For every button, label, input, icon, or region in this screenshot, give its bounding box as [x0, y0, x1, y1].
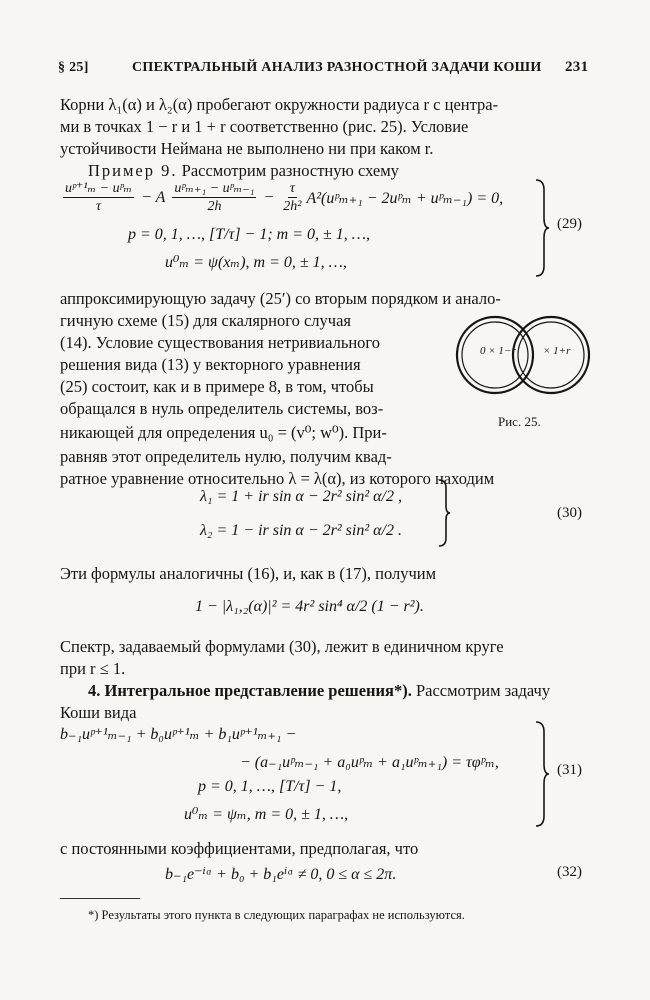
- text-line: решения вида (13) у векторного уравнения: [60, 355, 361, 374]
- fraction: $\frac{\text{uᵖₘ₊₁ − uᵖₘ₋₁}}{2h}$: [174, 181, 255, 214]
- equation-30-line-2: λ₂ = 1 − ir sin α − 2r² sin² α/2 .: [200, 522, 402, 539]
- text-line: никающей для определения u₀ = (v⁰; w⁰). При-: [60, 423, 387, 442]
- page-number: 231: [565, 59, 589, 75]
- text-line: устойчивости Неймана не выполнено ни при каком r.: [60, 139, 434, 158]
- equation-modulus: 1 − |λ₁,₂(α)|² = 4r² sin⁴ α/2 (1 − r²).: [195, 598, 424, 615]
- section-marker: § 25]: [58, 60, 89, 75]
- equation-31-line-2: − (a₋₁uᵖₘ₋₁ + a₀uᵖₘ + a₁uᵖₘ₊₁) = τφᵖₘ,: [240, 754, 499, 771]
- equation-31-line-1: b₋₁uᵖ⁺¹ₘ₋₁ + b₀uᵖ⁺¹ₘ + b₁uᵖ⁺¹ₘ₊₁ −: [60, 726, 297, 743]
- text-line: ратное уравнение относительно λ = λ(α), из которого находим: [60, 469, 495, 488]
- fraction: $\frac{\tau}{\text{2h²}}$: [283, 181, 302, 214]
- equation-number-29: (29): [557, 216, 582, 232]
- text-line: (25) состоит, как и в примере 8, в том, чтобы: [60, 377, 374, 396]
- equation-number-30: (30): [557, 505, 582, 521]
- right-brace-31: [534, 720, 550, 828]
- figure-25-circles: [455, 310, 595, 400]
- equation-29-line-3: u⁰ₘ = ψ(xₘ), m = 0, ± 1, …,: [165, 254, 347, 271]
- equation-30-line-1: λ₁ = 1 + ir sin α − 2r² sin² α/2 ,: [200, 488, 402, 505]
- text-line: Спектр, задаваемый формулами (30), лежит в единичном круге: [60, 637, 504, 656]
- equation-31-line-3: p = 0, 1, …, [T/τ] − 1,: [198, 778, 342, 795]
- equation-number-32: (32): [557, 864, 582, 880]
- text-line: гичную схеме (15) для скалярного случая: [60, 311, 352, 330]
- text-line: аппроксимирующую задачу (25′) со вторым порядком и анало-: [60, 289, 501, 308]
- equation-29-line-2: p = 0, 1, …, [T/τ] − 1; m = 0, ± 1, …,: [128, 226, 371, 243]
- example-text: Рассмотрим разностную схему: [181, 161, 399, 180]
- section-4-heading-line: [88, 680, 550, 702]
- section-4-text: Рассмотрим задачу: [415, 681, 551, 700]
- equation-32: b₋₁e⁻ⁱᵅ + b₀ + b₁eⁱᵅ ≠ 0, 0 ≤ α ≤ 2π.: [165, 866, 397, 883]
- text-line: при r ≤ 1.: [60, 659, 126, 678]
- right-brace-30: [437, 478, 451, 548]
- equation-31-line-4: u⁰ₘ = ψₘ, m = 0, ± 1, …,: [184, 806, 349, 823]
- text-line: (14). Условие существования нетривиального: [60, 333, 381, 352]
- text-line: с постоянными коэффициентами, предполагая, что: [60, 839, 419, 858]
- text-line: обращался в нуль определитель системы, воз-: [60, 399, 384, 418]
- text-line: равняв этот определитель нулю, получим квад-: [60, 447, 392, 466]
- figure-left-label: 0 × 1−r: [480, 345, 516, 357]
- text-line: Корни λ₁(α) и λ₂(α) пробегают окружности радиуса r с центра-: [60, 95, 499, 114]
- fraction: $\frac{\text{uᵖ⁺¹ₘ − uᵖₘ}}{\tau}$: [65, 181, 133, 214]
- footnote: *) Результаты этого пункта в следующих параграфах не используются.: [88, 908, 465, 922]
- example-label: Пример 9.: [88, 161, 178, 180]
- text-line: Коши вида: [60, 703, 137, 722]
- equation-29-line-1: $\frac{\text{uᵖ⁺¹ₘ − uᵖₘ}}{\tau}$ − A $\frac{\text{uᵖₘ₊₁ − uᵖₘ₋₁}}{2h}$ − $\frac{\tau}{\text{2h²}}$ A²(uᵖₘ₊₁ − 2uᵖₘ + uᵖₘ₋₁) = 0,: [65, 181, 504, 214]
- section-4-title: 4. Интегральное представление решения*).: [88, 681, 412, 700]
- right-brace-29: [534, 178, 550, 278]
- footnote-rule: [60, 898, 140, 899]
- example-heading: [88, 160, 399, 182]
- equation-number-31: (31): [557, 762, 582, 778]
- text-line: Эти формулы аналогичны (16), и, как в (17), получим: [60, 564, 437, 583]
- figure-caption: Рис. 25.: [498, 414, 541, 429]
- text-line: ми в точках 1 − r и 1 + r соответственно (рис. 25). Условие: [60, 117, 469, 136]
- figure-right-label: × 1+r: [543, 345, 571, 357]
- running-title: СПЕКТРАЛЬНЫЙ АНАЛИЗ РАЗНОСТНОЙ ЗАДАЧИ КОШИ: [132, 60, 542, 75]
